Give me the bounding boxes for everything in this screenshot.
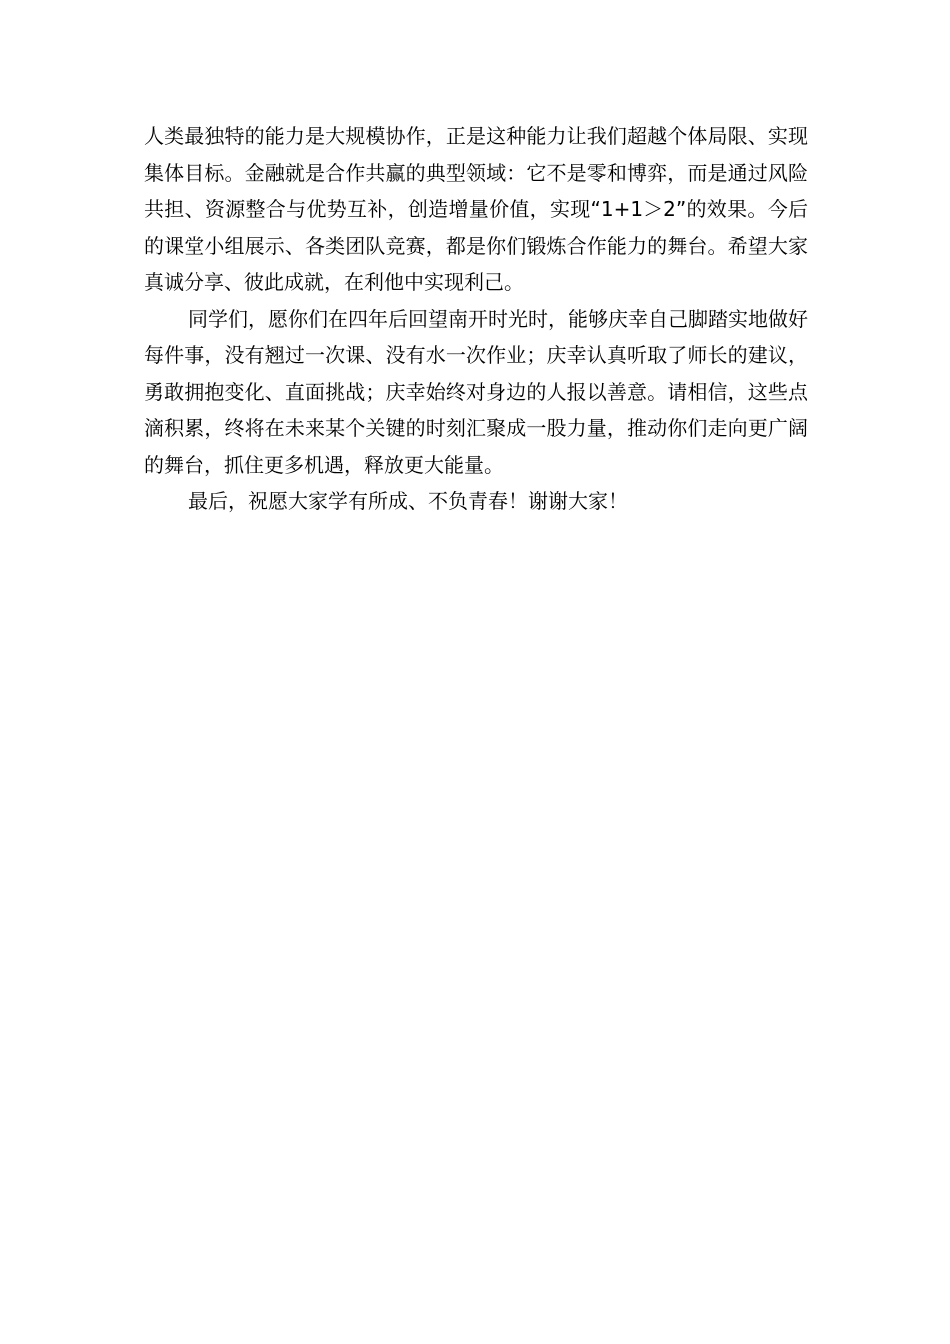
paragraph-closing: 最后，祝愿大家学有所成、不负青春！谢谢大家！ (188, 489, 628, 513)
paragraph-wishes: 同学们，愿你们在四年后回望南开时光时，能够庆幸自己脚踏实地做好每件事，没有翘过一次课、没有水一次作业；庆幸认真听取了师长的建议，勇敢拥抱变化、直面挑战；庆幸始终对身边的人报以善意。请相信，这些点滴积累，终将在未来某个关键的时刻汇聚成一股力量，推动你们走向更广阔的舞台，抓住更多机遇，释放更大能量。 (144, 306, 808, 477)
document-body (144, 118, 808, 520)
paragraph-collaboration: 人类最独特的能力是大规模协作，正是这种能力让我们超越个体局限、实现集体目标。金融就是合作共赢的典型领域：它不是零和博弈，而是通过风险共担、资源整合与优势互补，创造增量价值，实现“1+1＞2”的效果。今后的课堂小组展示、各类团队竞赛，都是你们锻炼合作能力的舞台。希望大家真诚分享、彼此成就，在利他中实现利己。 (144, 124, 808, 294)
